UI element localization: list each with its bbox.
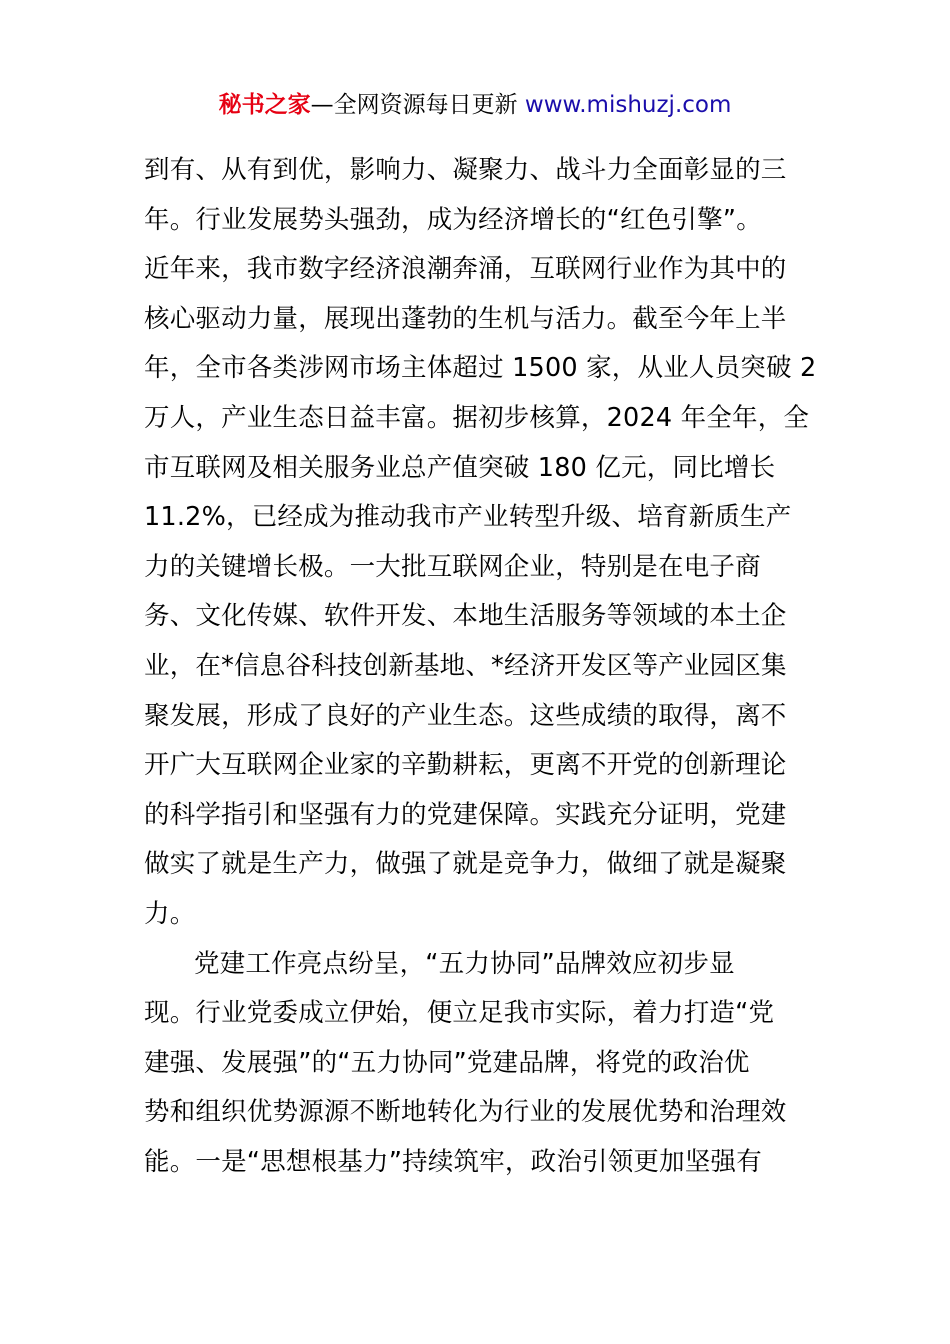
site-url-link[interactable]: www.mishuzj.com <box>524 92 732 118</box>
text-line: 力。 <box>144 898 196 929</box>
text-line: 11.2%，已经成为推动我市产业转型升级、培育新质生产 <box>144 502 792 533</box>
text-line: 势和组织优势源源不断地转化为行业的发展优势和治理效 <box>144 1097 787 1128</box>
site-brand: 秘书之家 <box>218 92 311 118</box>
text-line: 年，全市各类涉网市场主体超过 1500 家，从业人员突破 2 <box>144 353 817 384</box>
text-line: 做实了就是生产力，做强了就是竞争力，做细了就是凝聚 <box>144 849 787 880</box>
site-header <box>0 88 950 122</box>
text-line: 万人，产业生态日益丰富。据初步核算，2024 年全年，全 <box>144 402 810 433</box>
document-body <box>144 146 817 1187</box>
text-line: 开广大互联网企业家的辛勤耕耘，更离不开党的创新理论 <box>144 750 787 781</box>
text-line: 业，在*信息谷科技创新基地、*经济开发区等产业园区集 <box>144 650 787 681</box>
text-line: 近年来，我市数字经济浪潮奔涌，互联网行业作为其中的 <box>144 254 787 285</box>
paragraph-first-line: 党建工作亮点纷呈，“五力协同”品牌效应初步显 <box>194 948 735 979</box>
text-line: 能。一是“思想根基力”持续筑牢，政治引领更加坚强有 <box>144 1146 762 1177</box>
text-line: 聚发展，形成了良好的产业生态。这些成绩的取得，离不 <box>144 700 787 731</box>
text-line: 年。行业发展势头强劲，成为经济增长的“红色引擎”。 <box>144 204 762 235</box>
text-line: 力的关键增长极。一大批互联网企业，特别是在电子商 <box>144 551 761 582</box>
text-line: 的科学指引和坚强有力的党建保障。实践充分证明，党建 <box>144 799 787 830</box>
text-line: 市互联网及相关服务业总产值突破 180 亿元，同比增长 <box>144 452 776 483</box>
text-line: 务、文化传媒、软件开发、本地生活服务等领域的本土企 <box>144 601 787 632</box>
text-line: 核心驱动力量，展现出蓬勃的生机与活力。截至今年上半 <box>144 303 787 334</box>
text-line: 现。行业党委成立伊始，便立足我市实际，着力打造“党 <box>144 998 775 1029</box>
site-tagline: —全网资源每日更新 <box>310 92 525 118</box>
text-line: 到有、从有到优，影响力、凝聚力、战斗力全面彰显的三 <box>144 155 787 185</box>
text-line: 建强、发展强”的“五力协同”党建品牌，将党的政治优 <box>144 1047 750 1078</box>
